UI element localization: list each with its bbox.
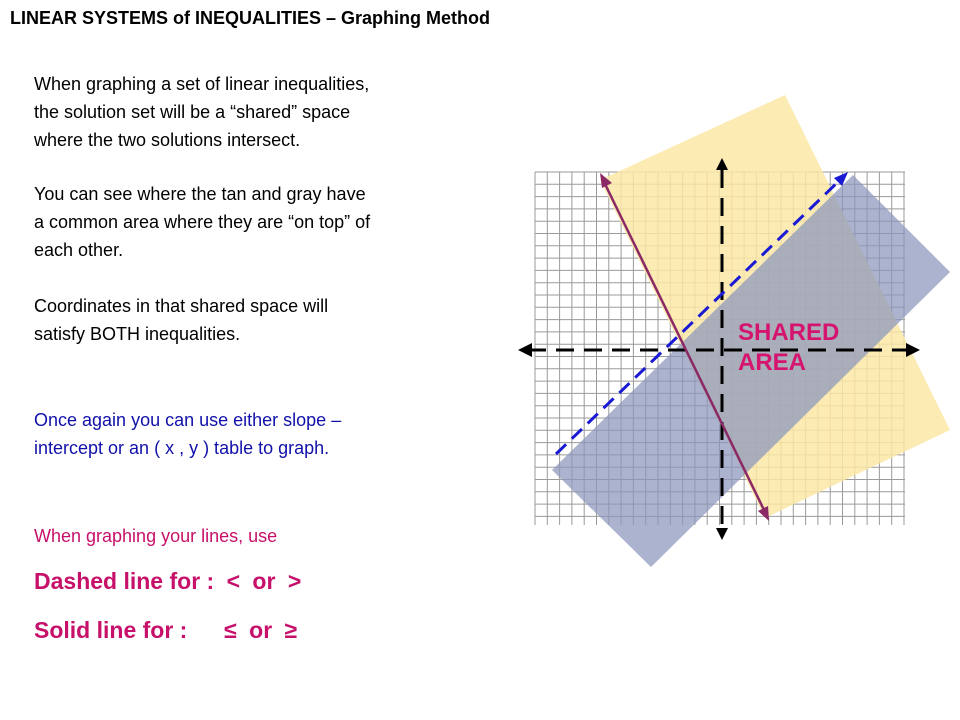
dashed-rule-label: Dashed line for : [34,568,215,594]
y-axis-down-arrow-icon [716,528,728,540]
solid-rule-label: Solid line for : [34,617,188,643]
intro-line: When graphing a set of linear inequalities, [34,74,370,94]
greater-equal-symbol: ≥ [284,617,298,643]
shared-label-line: SHARED [738,319,840,346]
greater-than-symbol: > [287,568,302,594]
less-than-symbol: < [226,568,241,594]
common-line: each other. [34,240,124,260]
or-word: or [252,568,276,594]
shared-label-line: AREA [738,349,807,376]
shared-area-label [738,318,839,378]
x-axis-left-arrow-icon [518,343,532,357]
intro-line: the solution set will be a “shared” space [34,102,351,122]
method-line: intercept or an ( x , y ) table to graph. [34,438,330,458]
method-line: Once again you can use either slope – [34,410,342,430]
coords-line: Coordinates in that shared space will [34,296,329,316]
or-word: or [249,617,273,643]
less-equal-symbol: ≤ [224,617,237,643]
intro-line: where the two solutions intersect. [34,130,301,150]
solid-line-arrow-icon [758,506,769,521]
coords-line: satisfy BOTH inequalities. [34,324,241,344]
lines-intro: When graphing your lines, use [34,526,278,546]
slide-title: LINEAR SYSTEMS of INEQUALITIES – Graphing Method [10,8,491,28]
common-line: You can see where the tan and gray have [34,184,366,204]
common-line: a common area where they are “on top” of [34,212,371,232]
